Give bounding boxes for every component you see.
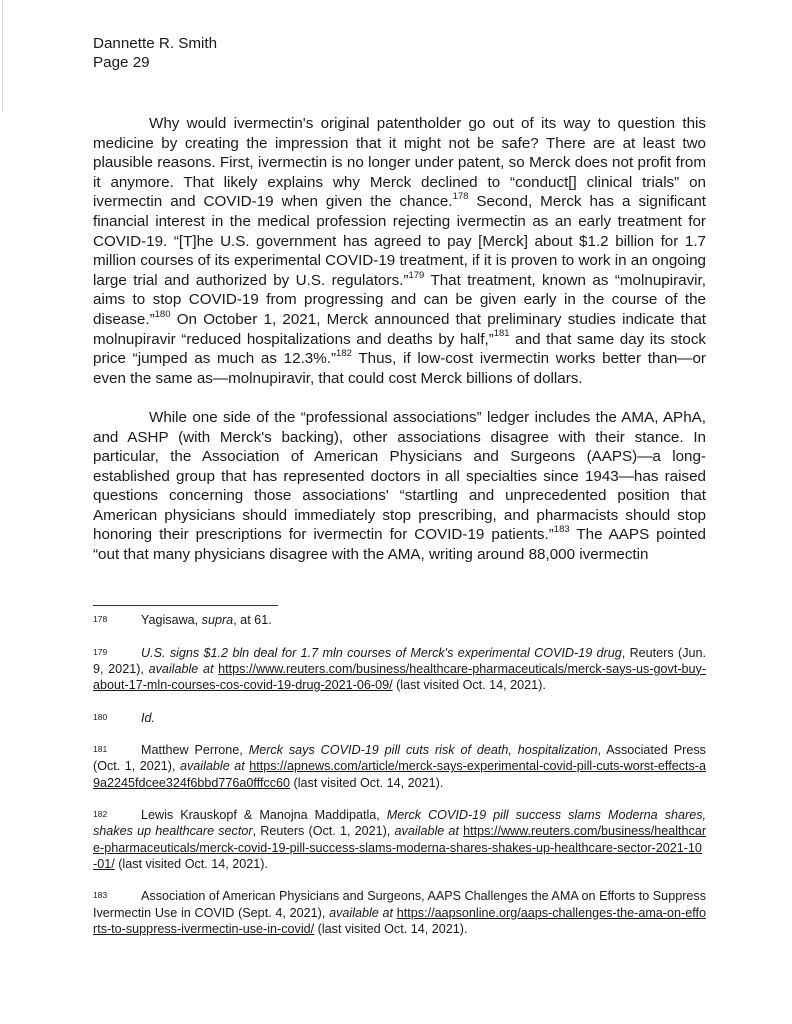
footnote-reference[interactable]: 181 [493,328,510,340]
footnote-number: 181 [93,744,108,755]
footnote-reference[interactable]: 178 [452,191,469,203]
citation-title: available at [180,759,245,774]
citation-title: U.S. signs $1.2 bln deal for 1.7 mln courses of Merck's experimental COVID-19 drug [141,645,622,660]
footnote: 181 Matthew Perrone, Merck says COVID-19 pill cuts risk of death, hospitalization, Associated Press (Oct. 1, 2021), available at https://apnews.com/article/merck-says-experimental-covid-pill-cuts-worst-effects-a9a2245fdcee324f6bbd776a0fffcc60 (last visited Oct. 14, 2021). [93,743,706,790]
footnote-number: 178 [93,614,108,624]
body-paragraph: Why would ivermectin's original patentholder go out of its way to question this medicine by creating the impression that it might not be safe? There are at least two plausible reasons. First, ivermectin is no longer under patent, so Merck does not profit from it anymore. That likely explains why Merck declined to “conduct[] clinical trials” on ivermectin and COVID-19 when given the chance.$^{178}$ Second, Merck has a significant financial interest in the medical profession rejecting ivermectin as an early treatment for COVID-19. “[T]he U.S. government has agreed to pay [Merck] about $1.2 billion for 1.7 million courses of its experimental COVID-19 treatment, if it is proven to work in an ongoing large trial and authorized by U.S. regulators.”$^{179}$ That treatment, known as “molnupiravir, aims to stop COVID-19 from progressing and can be given early in the course of the disease.”$^{180}$ On October 1, 2021, Merck announced that preliminary studies indicate that molnupiravir “reduced hospitalizations and deaths by half,”$^{181}$ and that same day its stock price “jumped as much as 12.3%.”$^{182}$ Thus, if low-cost ivermectin works better than—or even the same as—molnupiravir, that could cost Merck billions of dollars. [93,115,707,387]
footnote-separator [93,605,278,606]
footnote: 182 Lewis Krauskopf & Manojna Maddipatla, Merck COVID-19 pill success slams Moderna shares, shakes up healthcare sector, Reuters (Oct. 1, 2021), available at https://www.reuters.com/business/healthcare-pharmaceuticals/merck-covid-19-pill-success-slams-moderna-shares-shakes-up-healthcare-sector-2021-10-01/ (last visited Oct. 14, 2021). [93,808,707,871]
footnotes [93,612,706,953]
citation-url-link[interactable]: https://aapsonline.org/aaps-challenges-the-ama-on-efforts-to-suppress-ivermectin-use-in-covid/ [93,905,706,936]
footnote-number: 179 [93,646,108,657]
letter-header [93,34,217,72]
footnote [93,710,706,726]
footnote-reference[interactable]: 179 [408,269,425,281]
footnote-number: 180 [93,711,108,722]
citation-url-link[interactable]: https://www.reuters.com/business/healthcare-pharmaceuticals/merck-says-us-govt-buy-about-17-mln-courses-cos-covid-19-drug-2021-06-09/ [93,661,707,692]
citation-title: Merck COVID-19 pill success slams Moderna shares, shakes up healthcare sector [93,808,706,839]
footnote: 178 Yagisawa, supra, at 61. [93,613,272,627]
page-number: Page 29 [93,54,150,71]
citation-url-link[interactable]: https://www.reuters.com/business/healthcare-pharmaceuticals/merck-covid-19-pill-success-slams-moderna-shares-shakes-up-healthcare-sector-2021-10-01/ [93,824,707,871]
citation-url-link[interactable]: https://apnews.com/article/merck-says-experimental-covid-pill-cuts-worst-effects-a9a2245fdcee324f6bbd776a0fffcc60 [93,759,706,790]
footnote: 179 U.S. signs $1.2 bln deal for 1.7 mln courses of Merck's experimental COVID-19 drug, Reuters (Jun. 9, 2021), available at https://www.reuters.com/business/healthcare-pharmaceuticals/merck-says-us-govt-buy-about-17-mln-courses-cos-covid-19-drug-2021-06-09/ (last visited Oct. 14, 2021). [93,645,707,692]
citation-title: Merck says COVID-19 pill cuts risk of death, hospitalization [248,743,598,758]
footnote-number: 183 [93,890,108,901]
recipient-name: Dannette R. Smith [93,35,218,52]
citation-title: available at [394,824,459,839]
footnote-reference[interactable]: 183 [553,524,570,536]
footnote-reference[interactable]: 182 [336,348,352,360]
body-paragraph: While one side of the “professional associations” ledger includes the AMA, APhA, and ASHP (with Merck's backing), other associations disagree with their stance. In particular, the Association of American Physicians and Surgeons (AAPS)—a long-established group that has represented doctors in all specialties since 1943—has raised questions concerning those associations' “startling and unprecedented position that American physicians should immediately stop prescribing, and pharmacists should stop honoring their prescriptions for ivermectin for COVID-19 patients.”$^{183}$ The AAPS pointed “out that many physicians disagree with the AMA, writing around 88,000 ivermectin [93,408,707,564]
footnote: 183 Association of American Physicians and Surgeons, AAPS Challenges the AMA on Efforts to Suppress Ivermectin Use in COVID (Sept. 4, 2021), available at https://aapsonline.org/aaps-challenges-the-ama-on-efforts-to-suppress-ivermectin-use-in-covid/ (last visited Oct. 14, 2021). [93,889,706,936]
footnote-number: 182 [93,809,108,820]
page-edge-line [2,0,3,112]
citation-title: Id. [141,710,156,725]
footnote-reference[interactable]: 180 [154,308,171,320]
citation-title: available at [148,661,214,676]
citation-title: supra [201,613,234,627]
body-text [93,114,706,584]
citation-title: available at [329,905,394,920]
